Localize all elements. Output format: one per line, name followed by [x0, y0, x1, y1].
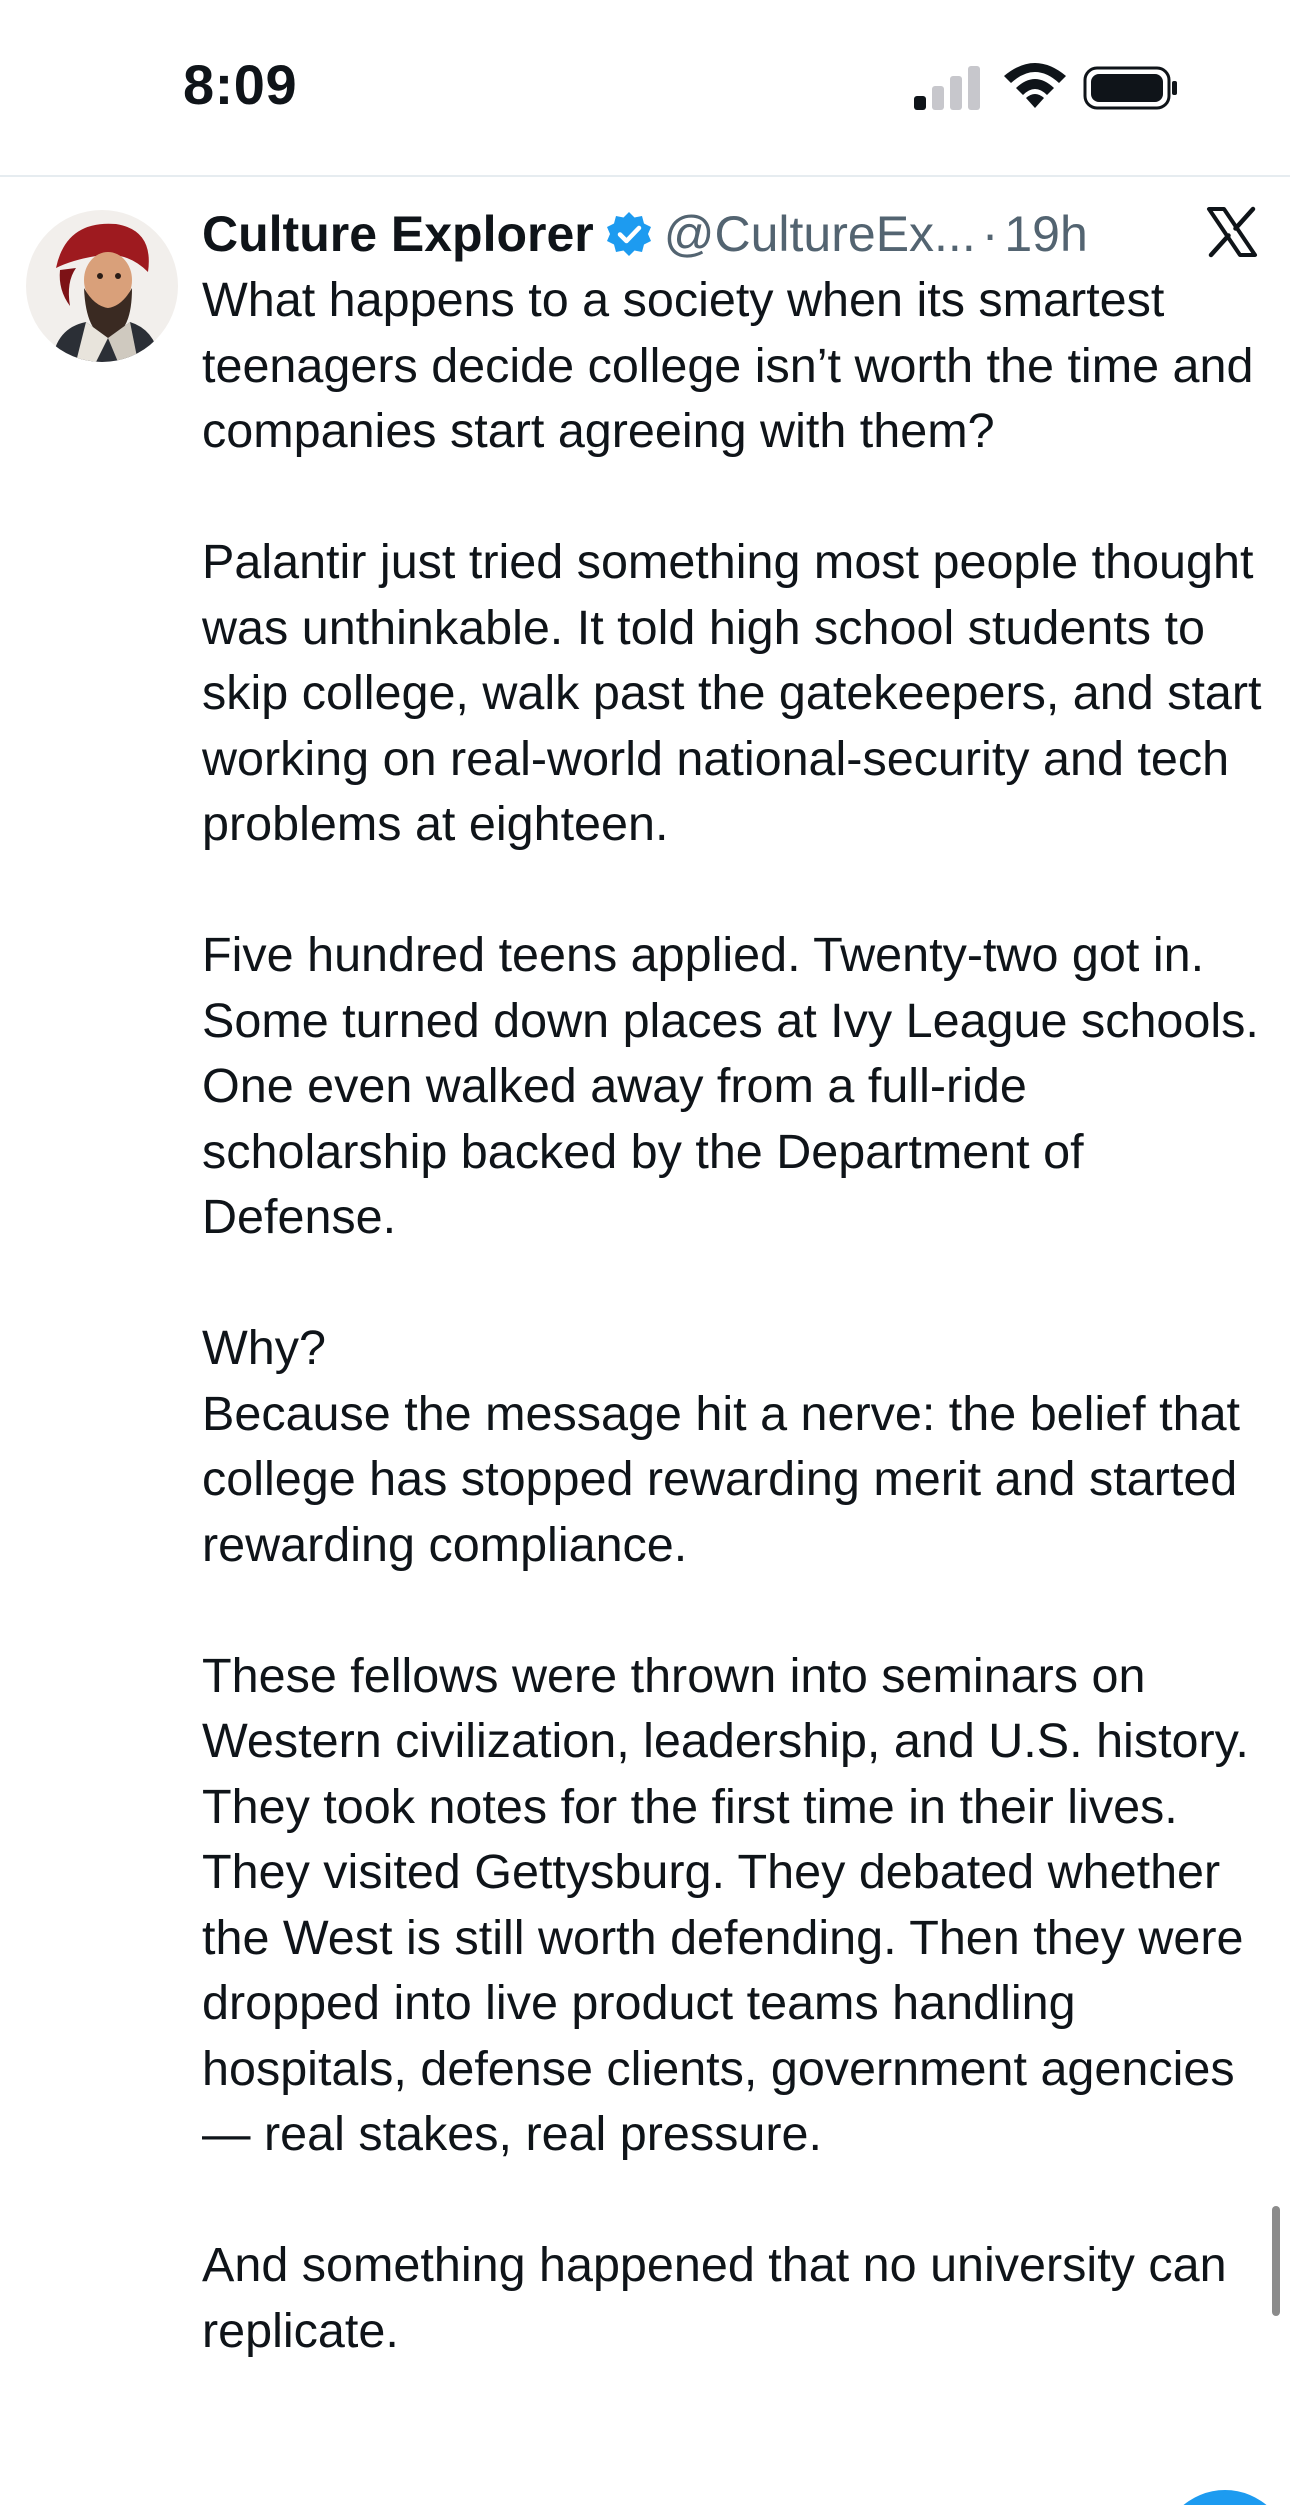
- tweet-header: [202, 200, 1088, 268]
- battery-icon: [1083, 66, 1179, 110]
- tweet-paragraph: Why? Because the message hit a nerve: the belief that college has stopped rewarding merit and started rewarding compliance.: [202, 1321, 1241, 1572]
- compose-button[interactable]: [1160, 2490, 1290, 2505]
- tweet-paragraph: These fellows were thrown into seminars on Western civilization, leadership, and U.S. history. They took notes for the first time in their lives. They visited Gettysburg. They debated whether the West is still worth defending. Then they were dropped into live product teams handling hospitals, defense clients, government agencies — real stakes, real pressure.: [202, 1648, 1249, 2161]
- author-avatar[interactable]: [26, 210, 178, 362]
- author-handle[interactable]: @CultureEx...: [663, 206, 976, 262]
- status-bar: [0, 0, 1290, 175]
- meta-separator: ·: [981, 206, 999, 262]
- wifi-icon: [1002, 62, 1068, 110]
- tweet-paragraph: And something happened that no university can replicate.: [202, 2238, 1227, 2358]
- scrollbar[interactable]: [1272, 2206, 1280, 2316]
- verified-badge-icon: [606, 211, 652, 257]
- tweet-text: [202, 268, 1262, 2430]
- status-time: 8:09: [183, 53, 298, 116]
- header-divider: [0, 175, 1290, 177]
- author-display-name[interactable]: Culture Explorer: [202, 206, 594, 262]
- tweet-paragraph: Palantir just tried something most people thought was unthinkable. It told high school students to skip college, walk past the gatekeepers, and start working on real-world national-security and tech problems at eighteen.: [202, 535, 1262, 851]
- avatar-portrait-image: [26, 210, 178, 362]
- cellular-signal-icon: [914, 66, 980, 112]
- tweet-timestamp[interactable]: 19h: [1004, 206, 1088, 262]
- tweet-paragraph: What happens to a society when its smartest teenagers decide college isn’t worth the time and companies start agreeing with them?: [202, 273, 1254, 458]
- tweet-paragraph: Five hundred teens applied. Twenty-two got in. Some turned down places at Ivy League schools. One even walked away from a full-ride scholarship backed by the Department of Defense.: [202, 928, 1259, 1244]
- x-logo-icon: [1206, 206, 1258, 258]
